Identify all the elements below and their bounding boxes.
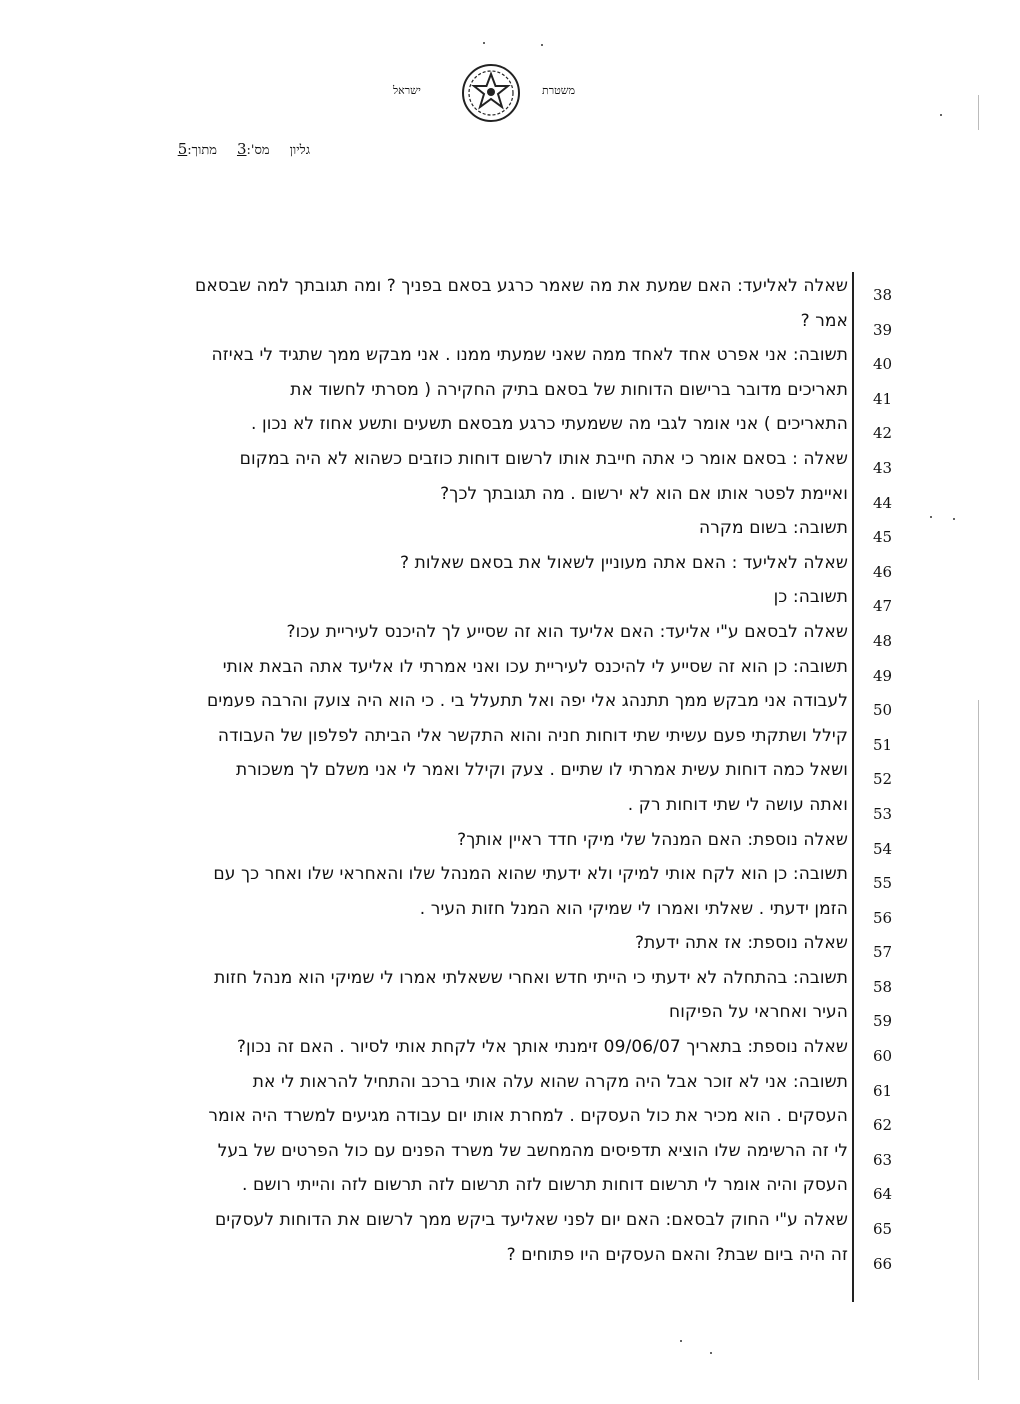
letterhead-org-left: ישראל [393,84,421,97]
sheet-no-label: מס': [246,143,270,158]
line-number: 49 [873,666,893,685]
scan-speck [541,44,543,46]
line-text: תשובה: אני אפרט אחד לאחד ממה שאני שמעתי ממנו . אני מבקש ממך שתגיד לי באיזה [211,345,848,366]
line-text: שאלה ע"י החוק לבסאם: האם יום לפני שאליעד ביקש ממך לרשום את הדוחות לעסקים [215,1210,848,1231]
line-text: לי זה הרשימה שלו הוציא תדפיסים מהמחשב של משרד הפנים עם כול הפרטים של בעל [217,1140,848,1161]
transcript-line [0,343,1020,378]
line-number: 41 [873,389,893,408]
line-text: העסקים . הוא מכיר את כול העסקים . למחרת אותו יום עבודה מגיעים למשרד היה אומר [208,1106,848,1127]
line-text: תשובה: אני לא זוכר אבל היה מקרה שהוא עלה אותי ברכב והתחיל להראות לי את [252,1071,848,1092]
transcript-line [0,1208,1020,1243]
line-number: 57 [873,943,893,962]
line-text: תאריכים מדובר ברישום הדוחות של בסאם בתיק החקירה ( מסרתי לחשוד את [290,379,848,400]
line-text: אמר ? [800,310,848,331]
transcript-line [0,931,1020,966]
line-number: 63 [873,1150,893,1169]
line-text: התאריכים ) אני אומר לגבי מה ששמעתי כרגע מבסאם תשעים ותשע אחוז לא נכון . [250,414,848,435]
transcript-line [0,1035,1020,1070]
sheet-number: 3 [236,140,247,158]
transcript-line [0,1070,1020,1105]
sheet-number-group [237,140,270,158]
line-text: שאלה נוספת: בתאריך 09/06/07 זימנתי אותך אלי לקחת אותי לסיור . האם זה נכון? [236,1037,848,1058]
transcript-line [0,966,1020,1001]
line-number: 50 [873,701,893,720]
letterhead-org-right: משטרת [542,84,576,97]
line-number: 38 [873,286,893,304]
line-number: 58 [873,977,893,996]
line-number: 61 [873,1081,893,1100]
line-number: 40 [873,355,893,374]
transcript-line [0,274,1020,309]
line-number: 42 [873,424,893,443]
sheet-label: גליון [289,143,310,158]
line-number: 65 [873,1220,893,1239]
transcript-line [0,620,1020,655]
line-text: תשובה: בשום מקרה [698,518,848,539]
line-text: שאלה לבסאם ע"י אליעד: האם אליעד הוא זה שסייע לך להיכנס לעיריית עכו? [286,621,848,642]
transcript-line [0,862,1020,897]
line-number: 59 [873,1012,893,1031]
line-number: 39 [873,320,893,339]
scan-speck [940,114,942,116]
line-number: 62 [873,1116,893,1135]
line-text: הזמן ידעתי . שאלתי ואמרו לי שמיקי הוא המנל חזות העיר . [419,898,848,919]
line-text: העיר ואחראי על הפיקוח [669,1002,848,1023]
transcript-line [0,655,1020,690]
line-number: 64 [873,1185,893,1204]
transcript-line [0,551,1020,586]
transcript-line [0,689,1020,724]
scan-speck [710,1352,712,1354]
line-text: ושאל כמה דוחות עשית אמרתי לו שתיים . צעק וקילל ואמר לי אני משלם לך משכורת [236,760,848,781]
transcript-line [0,412,1020,447]
scan-speck [953,518,955,520]
transcript-line [0,1243,1020,1278]
line-text: שאלה נוספת: אז אתה ידעת? [635,933,848,954]
line-number: 55 [873,874,893,893]
line-text: תשובה: כן [773,587,848,608]
line-number: 46 [873,562,893,581]
transcript-line [0,378,1020,413]
line-text: ואתה עושה לי שתי דוחות רק . [627,794,848,815]
transcript-line [0,758,1020,793]
line-number: 45 [873,528,893,547]
line-number: 43 [873,458,893,477]
line-text: העסק והיה אומר לי תרשום דוחות תרשום לזה תרשום לזה תרשום לזה והייתי רושם . [241,1175,848,1196]
scan-speck [483,42,485,44]
line-text: שאלה נוספת: האם המנהל שלי מיקי חדד ראיין אותך? [457,829,848,850]
line-number: 54 [873,839,893,858]
transcript-line [0,897,1020,932]
transcript-line [0,793,1020,828]
line-text: שאלה לאליעד : האם אתה מעוניין לשאול את בסאם שאלות ? [399,552,848,573]
sheet-total: 5 [177,140,188,158]
transcript-line [0,1173,1020,1208]
line-number: 60 [873,1047,893,1066]
scan-speck [930,516,932,518]
line-number: 48 [873,631,893,650]
line-number: 56 [873,908,893,927]
sheet-info [110,140,310,164]
transcript-line [0,1000,1020,1035]
transcript-lines [0,274,1020,1277]
line-text: תשובה: כן הוא לקח אותי למיקי ולא ידעתי שהוא המנהל שלו והאחראי שלו ואחר כך עם [213,864,848,885]
line-text: שאלה : בסאם אומר כי אתה חייבת אותו לרשום דוחות כוזבים כשהוא לא היה במקום [239,448,848,469]
line-number: 53 [873,804,893,823]
line-number: 47 [873,597,893,616]
transcript-line [0,309,1020,344]
line-text: ואיימת לפטר אותו אם הוא לא ירשום . מה תגובתך לכך? [440,483,848,504]
line-text: קילל ושתקתי פעם עשיתי שתי דוחות חניה והוא התקשר אלי הביתה לפלפון של העבודה [217,725,848,746]
letterhead [0,58,1020,148]
transcript-line [0,585,1020,620]
police-emblem-icon [460,62,522,124]
line-text: זה היה ביום שבת? והאם העסקים היו פתוחים ? [506,1244,848,1265]
line-number: 52 [873,770,893,789]
transcript-line [0,447,1020,482]
scan-speck [680,1340,682,1342]
line-number: 44 [873,493,893,512]
line-text: תשובה: כן הוא זה שסייע לי להיכנס לעיריית עכו ואני אמרתי לו אליעד אתה הבאת אותי [222,656,848,677]
sheet-of-label: מתוך: [187,143,217,158]
transcript-line [0,724,1020,759]
line-number: 51 [873,735,893,754]
transcript-line [0,516,1020,551]
transcript-line [0,482,1020,517]
transcript-line [0,1104,1020,1139]
line-text: שאלה לאליעד: האם שמעת את מה שאמר כרגע בסאם בפניך ? ומה תגובתך למה שבסאם [195,276,848,296]
transcript-line [0,828,1020,863]
line-text: לעבודה אני מבקש ממך תתנהג אלי יפה ואל תתעלל בי . כי הוא היה צועק והרבה פעמים [207,691,848,712]
line-number: 66 [873,1254,893,1273]
edge-mark [978,95,979,130]
transcript-line [0,1139,1020,1174]
sheet-total-group [178,140,217,158]
line-text: תשובה: בהתחלה לא ידעתי כי הייתי חדש ואחרי ששאלתי אמרו לי שמיקי הוא מנהל חזות [214,967,848,988]
